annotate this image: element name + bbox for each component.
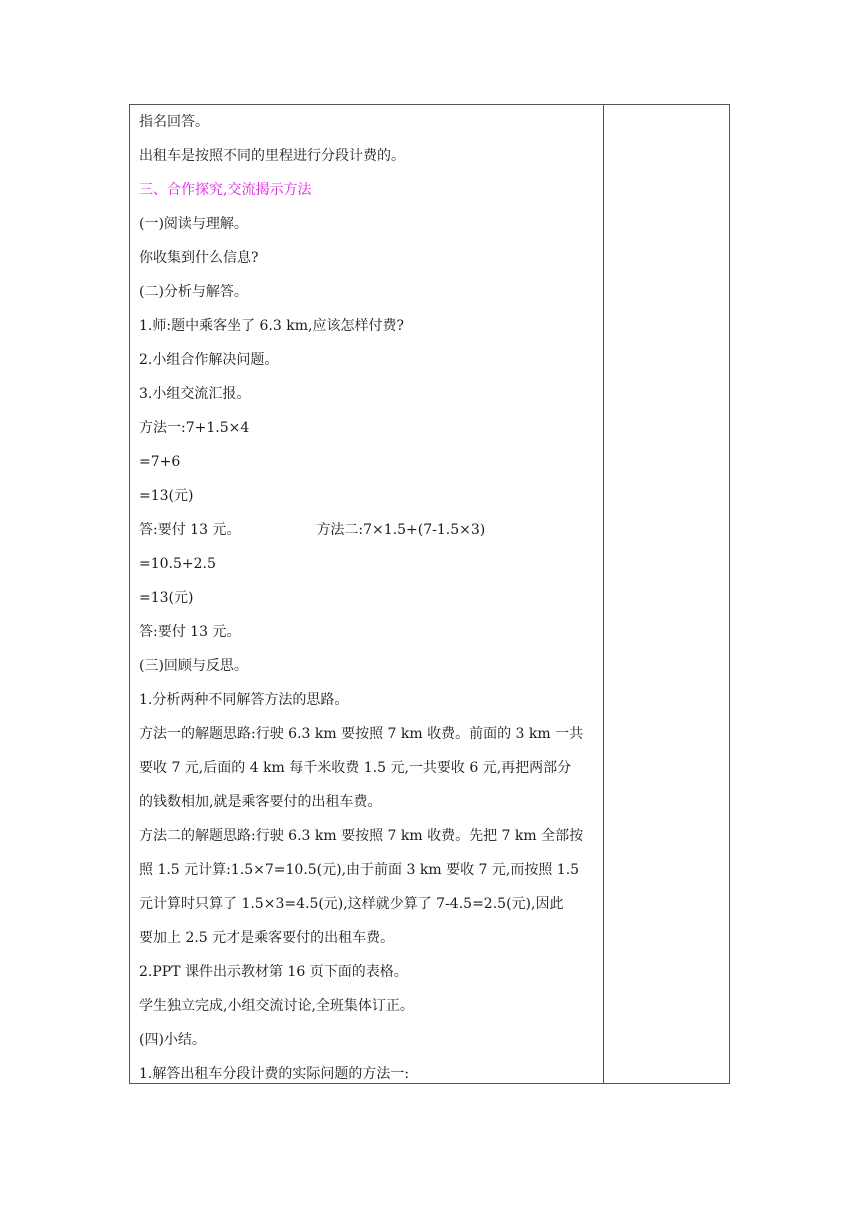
method-two-equation: 方法二:7×1.5+(7-1.5×3) bbox=[316, 522, 486, 538]
text-line: 1.解答出租车分段计费的实际问题的方法一: bbox=[139, 1066, 410, 1082]
column-divider bbox=[603, 105, 604, 1083]
text-line: 要收 7 元,后面的 4 km 每千米收费 1.5 元,一共要收 6 元,再把两部分 bbox=[139, 760, 572, 776]
subsection-heading: (四)小结。 bbox=[139, 1032, 206, 1048]
text-line: 的钱数相加,就是乘客要付的出租车费。 bbox=[139, 794, 382, 810]
equation-step: =13(元) bbox=[139, 590, 194, 606]
text-line: 元计算时只算了 1.5×3=4.5(元),这样就少算了 7-4.5=2.5(元),因此 bbox=[139, 896, 564, 912]
text-line: 照 1.5 元计算:1.5×7=10.5(元),由于前面 3 km 要收 7 元,而按照 1.5 bbox=[139, 862, 580, 878]
subsection-heading: (三)回顾与反思。 bbox=[139, 658, 248, 674]
lesson-table bbox=[129, 104, 730, 1084]
text-line: 你收集到什么信息? bbox=[139, 250, 259, 266]
text-line: 2.小组合作解决问题。 bbox=[139, 352, 279, 368]
answer-with-method-two bbox=[139, 519, 599, 553]
section-heading: 三、合作探究,交流揭示方法 bbox=[139, 182, 312, 198]
subsection-heading: (一)阅读与理解。 bbox=[139, 216, 248, 232]
subsection-heading: (二)分析与解答。 bbox=[139, 284, 248, 300]
text-line: 出租车是按照不同的里程进行分段计费的。 bbox=[139, 148, 405, 164]
text-line: 要加上 2.5 元才是乘客要付的出租车费。 bbox=[139, 930, 395, 946]
equation-step: =7+6 bbox=[139, 454, 181, 470]
text-line: 方法一的解题思路:行驶 6.3 km 要按照 7 km 收费。前面的 3 km 一共 bbox=[139, 726, 584, 742]
equation-step: =13(元) bbox=[139, 488, 194, 504]
text-line: 学生独立完成,小组交流讨论,全班集体订正。 bbox=[139, 998, 414, 1014]
equation-step: =10.5+2.5 bbox=[139, 556, 216, 572]
lesson-content-cell bbox=[139, 111, 599, 1097]
text-line: 1.分析两种不同解答方法的思路。 bbox=[139, 692, 349, 708]
text-line: 指名回答。 bbox=[139, 114, 209, 130]
answer-text: 答:要付 13 元。 bbox=[139, 522, 241, 538]
text-line: 方法二的解题思路:行驶 6.3 km 要按照 7 km 收费。先把 7 km 全部按 bbox=[139, 828, 584, 844]
text-line: 2.PPT 课件出示教材第 16 页下面的表格。 bbox=[139, 964, 408, 980]
method-one-equation: 方法一:7+1.5×4 bbox=[139, 420, 250, 436]
text-line: 3.小组交流汇报。 bbox=[139, 386, 251, 402]
text-line: 1.师:题中乘客坐了 6.3 km,应该怎样付费? bbox=[139, 318, 404, 334]
answer-text: 答:要付 13 元。 bbox=[139, 624, 241, 640]
